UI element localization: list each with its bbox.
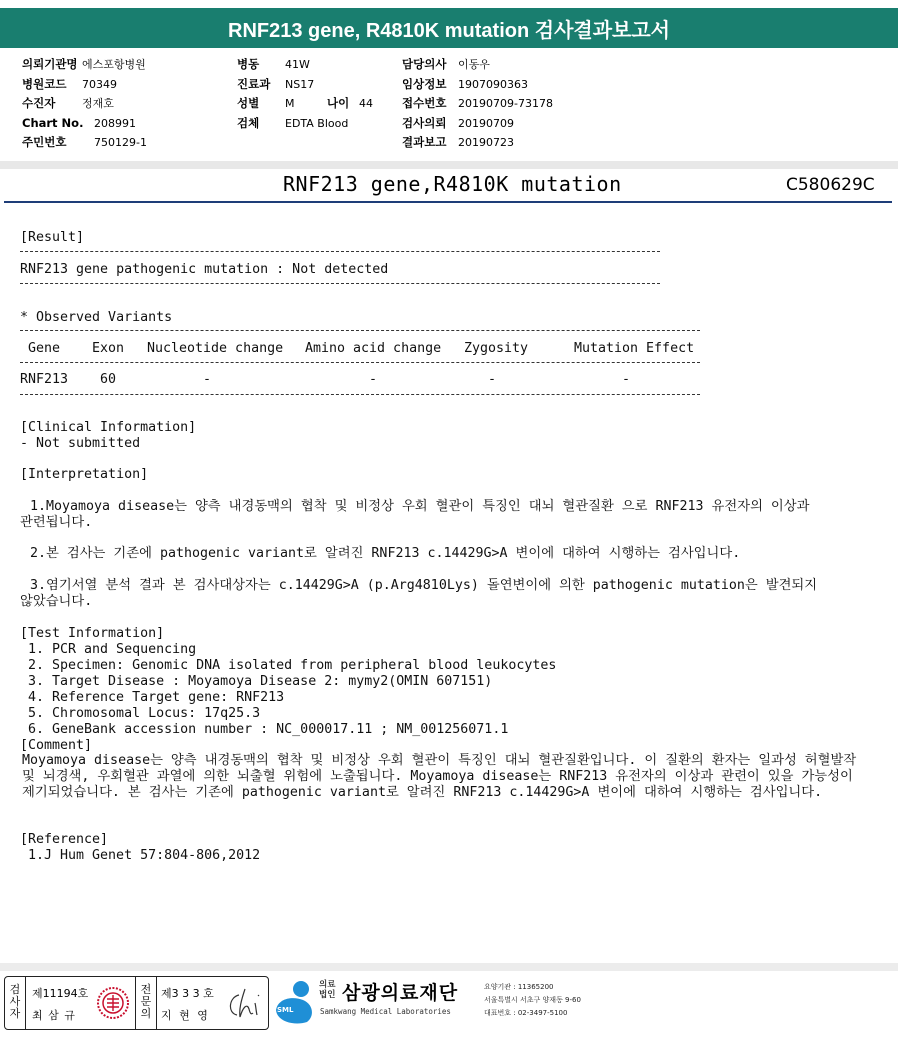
test-info-item-1: 1. PCR and Sequencing — [28, 642, 197, 657]
variants-rule-mid — [20, 362, 700, 363]
interpretation-item-3: 3.염기서열 분석 결과 본 검사대상자는 c.14429G>A (p.Arg4810Lys) 돌연변이에 의한 pathogenic mutation은 발견되지 않았습니다. — [20, 578, 818, 609]
cell-gene: RNF213 — [20, 372, 69, 387]
clinical-info-label: 임상정보 — [402, 76, 447, 91]
cell-nucleotide: - — [203, 372, 212, 387]
specimen-label: 검체 — [237, 115, 260, 130]
test-info-item-4: 4. Reference Target gene: RNF213 — [28, 690, 285, 705]
comment-heading: [Comment] — [20, 738, 93, 753]
request-date-label: 검사의뢰 — [402, 115, 447, 130]
doctor-label: 담당의사 — [402, 57, 447, 71]
reference-heading: [Reference] — [20, 832, 109, 847]
hospital-value: 에스포항병원 — [82, 58, 146, 71]
chart-no-label: Chart No. — [22, 115, 84, 130]
tester-license: 제11194호 — [32, 987, 89, 1000]
test-info-heading: [Test Information] — [20, 626, 165, 641]
org-code: 요양기관 : 11365200 — [484, 983, 554, 991]
age-label: 나이 — [327, 96, 350, 110]
dept-label: 진료과 — [237, 76, 271, 91]
clinical-heading: [Clinical Information] — [20, 420, 197, 435]
patient-value: 정재호 — [82, 97, 114, 110]
col-amino-acid: Amino acid change — [305, 341, 442, 356]
org-prefix-2: 법인 — [319, 990, 336, 1000]
tester-label: 검사자 — [9, 983, 21, 1020]
specialist-label-cell — [135, 977, 157, 1029]
report-date-label: 결과보고 — [402, 135, 447, 149]
specimen-value: EDTA Blood — [285, 116, 349, 130]
col-exon: Exon — [92, 341, 125, 356]
header-divider — [0, 161, 898, 169]
specialist-license: 제3 3 3 호 — [161, 987, 214, 1000]
org-phone: 대표번호 : 02-3497-5100 — [484, 1009, 568, 1017]
dept-value: NS17 — [285, 77, 315, 91]
header-col-1 — [22, 55, 147, 153]
test-info-item-5: 5. Chromosomal Locus: 17q25.3 — [28, 706, 261, 721]
sex-value: M — [285, 97, 295, 110]
test-info-item-2: 2. Specimen: Genomic DNA isolated from peripheral blood leukocytes — [28, 658, 557, 673]
resident-no-value: 750129-1 — [94, 136, 147, 149]
variants-rule-bottom — [20, 394, 700, 395]
sex-label: 성별 — [237, 96, 260, 110]
report-title-banner — [0, 8, 898, 48]
col-gene: Gene — [28, 341, 61, 356]
age-value: 44 — [359, 97, 373, 110]
test-info-item-6: 6. GeneBank accession number : NC_000017.11 ; NM_001256071.1 — [28, 722, 509, 737]
org-address: 서울특별시 서초구 양재동 9-60 — [484, 996, 581, 1004]
ward-value: 41W — [285, 58, 310, 71]
hospital-code-label: 병원코드 — [22, 76, 67, 91]
ward-label: 병동 — [237, 57, 260, 71]
request-date-value: 20190709 — [458, 116, 514, 130]
col-effect: Mutation Effect — [574, 341, 695, 356]
report-title: RNF213 gene, R4810K mutation 검사결과보고서 — [228, 19, 670, 42]
specialist-name: 지 현 영 — [161, 1009, 210, 1022]
org-name: 삼광의료재단 — [342, 982, 459, 1004]
patient-label: 수진자 — [22, 96, 56, 110]
org-prefix — [319, 980, 335, 1000]
variants-rule-top — [20, 330, 700, 331]
col-zygosity: Zygosity — [464, 341, 529, 356]
cell-amino-acid: - — [369, 372, 378, 387]
org-prefix-1: 의료 — [319, 980, 336, 990]
clinical-info-value: 1907090363 — [458, 77, 528, 91]
resident-no-label: 주민번호 — [22, 135, 67, 149]
variants-heading: * Observed Variants — [20, 310, 173, 325]
title-rule — [4, 201, 892, 203]
comment-text: Moyamoya disease는 양측 내경동맥의 협착 및 비정상 우회 혈관이 특징인 대뇌 혈관질환입니다. 이 질환의 환자는 일과성 허혈발작 및 뇌경색, 우회혈관 과열에 의한 뇌출혈 위험에 노출됩니다. Moyamoya disease는 RNF213 유전자의 이상과 관련이 있을 가능성이 제기되었습니다. 본 검사는 기존에 pathogenic variant로 알려진 RNF213 c.14429G>A 변이에 대하여 시행하는 검사입니다. — [22, 753, 857, 800]
test-info-item-3: 3. Target Disease : Moyamoya Disease 2: mymy2(OMIN 607151) — [28, 674, 493, 689]
cell-zygosity: - — [488, 372, 497, 387]
official-seal-icon — [96, 986, 130, 1020]
interpretation-item-2: 2.본 검사는 기존에 pathogenic variant로 알려진 RNF213 c.14429G>A 변이에 대하여 시행하는 검사입니다. — [30, 546, 741, 561]
org-english: Samkwang Medical Laboratories — [320, 1007, 451, 1016]
report-date-value: 20190723 — [458, 136, 514, 149]
cell-effect: - — [622, 372, 631, 387]
org-info — [484, 981, 581, 1020]
hospital-label: 의뢰기관명 — [22, 57, 78, 71]
doc-code: C580629C — [786, 175, 875, 195]
interpretation-heading: [Interpretation] — [20, 467, 149, 482]
doc-title: RNF213 gene,R4810K mutation — [283, 172, 622, 196]
reference-item-1: 1.J Hum Genet 57:804-806,2012 — [28, 848, 261, 863]
signature-box — [4, 976, 269, 1030]
footer-divider — [0, 963, 898, 971]
chart-no-value: 208991 — [94, 116, 136, 130]
tester-name: 최 삼 규 — [32, 1009, 76, 1022]
col-nucleotide: Nucleotide change — [147, 341, 284, 356]
interpretation-item-1: 1.Moyamoya disease는 양측 내경동맥의 협착 및 비정상 우회 혈관이 특징인 대뇌 혈관질환 으로 RNF213 유전자의 이상과 관련됩니다. — [20, 499, 810, 530]
cell-exon: 60 — [100, 372, 117, 387]
tester-label-cell — [5, 977, 26, 1029]
sml-logo-icon — [273, 978, 319, 1024]
result-rule-bottom — [20, 283, 660, 284]
receipt-no-label: 접수번호 — [402, 96, 447, 110]
header-col-2 — [237, 55, 373, 133]
result-rule-top — [20, 251, 660, 252]
specialist-signature — [225, 985, 265, 1023]
result-heading: [Result] — [20, 230, 85, 245]
specialist-label: 전문의 — [140, 983, 152, 1020]
result-line: RNF213 gene pathogenic mutation : Not detected — [20, 262, 389, 277]
receipt-no-value: 20190709-73178 — [458, 97, 553, 110]
doctor-value: 이동우 — [458, 58, 490, 71]
sml-logo-text: SML — [277, 1006, 294, 1014]
clinical-text: - Not submitted — [20, 436, 141, 451]
header-col-3 — [402, 55, 553, 153]
hospital-code-value: 70349 — [82, 77, 117, 91]
